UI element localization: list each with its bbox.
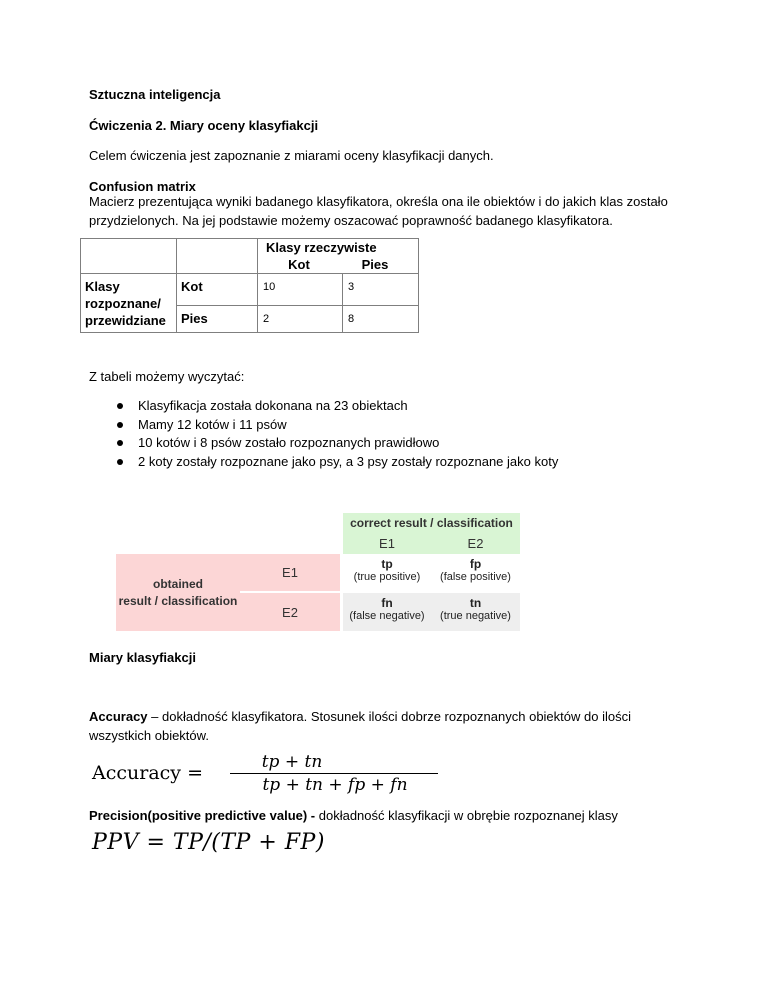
tn-cell: tn (true negative) [440,596,511,622]
empty-cell [177,239,258,274]
cell-kot-kot: 10 [258,274,343,306]
fn-cell: fn (false negative) [349,596,425,622]
precision-term: Precision(positive predictive value) - [89,808,319,823]
fp-cell: fp (false positive) [440,557,511,583]
col-e2-header: E2 [431,533,520,554]
empty-cell [81,239,177,274]
accuracy-formula-numerator: tp + tn [261,752,323,772]
accuracy-formula-denominator: tp + tn + fp + fn [262,775,408,795]
confusion-matrix-table [80,238,419,333]
document-title: Sztuczna inteligencja [89,87,221,102]
row-e1-header: E1 [240,554,340,591]
intro-text: Celem ćwiczenia jest zapoznanie z miarami oceny klasyfikacji danych. [89,148,494,163]
list-item: 2 koty zostały rozpoznane jako psy, a 3 psy zostały rozpoznane jako koty [89,453,558,472]
bullet-icon [117,459,123,465]
col-e1-header: E1 [343,533,431,554]
cell-kot-pies: 3 [343,274,419,306]
col-pies-header: Pies [361,257,389,272]
obtained-result-label: obtained result / classification [116,554,240,631]
readout-list [89,397,558,471]
list-item: Klasyfikacja została dokonana na 23 obiektach [89,397,558,416]
precision-paragraph: Precision(positive predictive value) - dokładność klasyfikacji w obrębie rozpoznanej klasy [89,808,618,823]
list-item: Mamy 12 kotów i 11 psów [89,416,558,435]
fraction-bar [230,773,438,774]
cell-pies-pies: 8 [343,306,419,333]
confusion-matrix-desc-1: Macierz prezentująca wyniki badanego klasyfikatora, określa ona ile obiektów i do jakich klas zostało [89,194,668,209]
cell-pies-kot: 2 [258,306,343,333]
accuracy-paragraph: Accuracy – dokładność klasyfikatora. Stosunek ilości dobrze rozpoznanych obiektów do ilości [89,709,631,724]
bullet-icon [117,403,123,409]
confusion-matrix-heading: Confusion matrix [89,179,196,194]
bullet-icon [117,422,123,428]
predicted-classes-label: Klasy rozpoznane/ przewidziane [81,274,177,333]
readout-heading: Z tabeli możemy wyczytać: [89,369,245,384]
row-pies-header: Pies [177,306,258,333]
correct-result-header: correct result / classification [343,513,520,533]
generic-confusion-matrix [116,513,520,631]
col-kot-header: Kot [288,257,310,272]
row-kot-header: Kot [177,274,258,306]
ppv-formula: PPV = TP/(TP + FP) [92,830,325,855]
accuracy-formula [92,752,408,796]
accuracy-paragraph-2: wszystkich obiektów. [89,728,209,743]
row-e2-header: E2 [240,593,340,631]
accuracy-term: Accuracy [89,709,148,724]
bullet-icon [117,440,123,446]
tp-cell: tp (true positive) [353,557,421,583]
actual-classes-title: Klasy rzeczywiste [266,240,377,255]
measures-heading: Miary klasyfiakcji [89,650,196,665]
list-item: 10 kotów i 8 psów zostało rozpoznanych prawidłowo [89,434,558,453]
confusion-matrix-desc-2: przydzielonych. Na jej podstawie możemy oszacować poprawność badanego klasyfikatora. [89,213,613,228]
actual-classes-header [258,239,419,274]
accuracy-formula-lhs: Accuracy = [92,762,203,784]
exercise-heading: Ćwiczenia 2. Miary oceny klasyfiakcji [89,118,319,133]
